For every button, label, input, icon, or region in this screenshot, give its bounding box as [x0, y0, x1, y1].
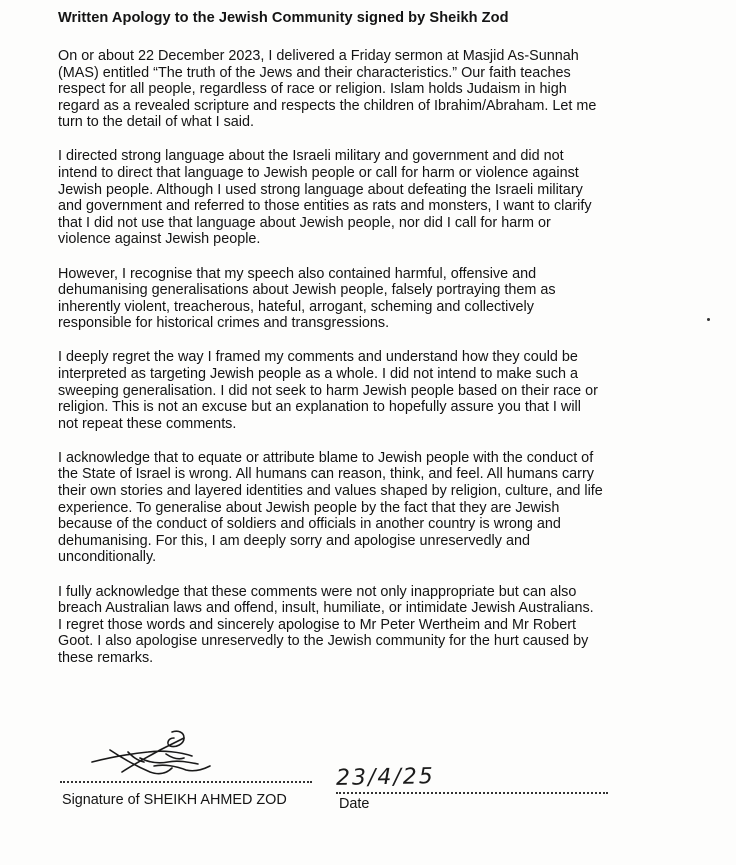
- text-line: I acknowledge that to equate or attribute blame to Jewish people with the conduct of: [58, 449, 594, 466]
- date-label: Date: [339, 796, 370, 812]
- document-title: Written Apology to the Jewish Community signed by Sheikh Zod: [58, 10, 509, 26]
- text-line: dehumanising. For this, I am deeply sorry and apologise unreservedly and: [58, 532, 530, 549]
- text-line: unconditionally.: [58, 549, 157, 566]
- text-line: regard as a revealed scripture and respects the children of Ibrahim/Abraham. Let me: [58, 97, 597, 114]
- text-line: I directed strong language about the Israeli military and government and did not: [58, 148, 564, 165]
- text-line: interpreted as targeting Jewish people as a whole. I did not intend to make such a: [58, 366, 578, 382]
- text-line: However, I recognise that my speech also contained harmful, offensive and: [58, 265, 537, 282]
- text-line: experience. To generalise about Jewish people by the fact that they are Jewish: [58, 499, 560, 516]
- paragraph-4: [58, 349, 678, 432]
- text-line: inherently violent, treacherous, hateful, arrogant, scheming and collectively: [58, 298, 534, 315]
- text-line: (MAS) entitled “The truth of the Jews and their characteristics.” Our faith teaches: [58, 64, 571, 81]
- text-line: religion. This is not an excuse but an explanation to hopefully assure you that I will: [58, 399, 581, 416]
- date-line: [336, 792, 608, 794]
- text-line: respect for all people, regardless of race or religion. Islam holds Judaism in high: [58, 81, 567, 98]
- paragraph-5: [58, 450, 678, 566]
- paragraph-6: [58, 584, 678, 667]
- text-line: dehumanising generalisations about Jewish people, falsely portraying them as: [58, 282, 556, 299]
- paragraph-2: [58, 148, 678, 248]
- document-body: [58, 48, 678, 684]
- text-line: turn to the detail of what I said.: [58, 114, 254, 131]
- text-line: breach Australian laws and offend, insult, humiliate, or intimidate Jewish Australians.: [58, 600, 594, 617]
- text-line: Goot. I also apologise unreservedly to the Jewish community for the hurt caused by: [58, 633, 589, 650]
- text-line: Jewish people. Although I used strong language about defeating the Israeli military: [58, 181, 583, 198]
- signature-line: [60, 781, 312, 783]
- text-line: On or about 22 December 2023, I delivered a Friday sermon at Masjid As-Sunnah: [58, 48, 579, 64]
- signature-label: Signature of SHEIKH AHMED ZOD: [62, 792, 287, 808]
- text-line: the State of Israel is wrong. All humans can reason, think, and feel. All humans carry: [58, 466, 594, 483]
- text-line: because of the conduct of soldiers and officials in another country is wrong and: [58, 516, 561, 533]
- paragraph-3: [58, 266, 678, 332]
- stray-mark: [707, 318, 710, 321]
- text-line: I fully acknowledge that these comments were not only inappropriate but can also: [58, 583, 577, 600]
- paragraph-1: [58, 48, 678, 131]
- handwritten-date: 23/4/25: [335, 764, 436, 791]
- text-line: and government and referred to those entities as rats and monsters, I want to clarify: [58, 198, 592, 215]
- handwritten-signature: [88, 728, 228, 782]
- text-line: I deeply regret the way I framed my comments and understand how they could be: [58, 349, 578, 366]
- text-line: sweeping generalisation. I did not seek to harm Jewish people based on their race or: [58, 382, 598, 399]
- text-line: responsible for historical crimes and transgressions.: [58, 315, 390, 332]
- text-line: their own stories and layered identities and values shaped by religion, culture, and life: [58, 483, 603, 500]
- text-line: these remarks.: [58, 649, 154, 666]
- text-line: violence against Jewish people.: [58, 231, 261, 248]
- text-line: I regret those words and sincerely apologise to Mr Peter Wertheim and Mr Robert: [58, 616, 577, 633]
- text-line: not repeat these comments.: [58, 415, 237, 432]
- text-line: intend to direct that language to Jewish people or call for harm or violence against: [58, 165, 579, 182]
- text-line: that I did not use that language about Jewish people, nor did I call for harm or: [58, 214, 551, 231]
